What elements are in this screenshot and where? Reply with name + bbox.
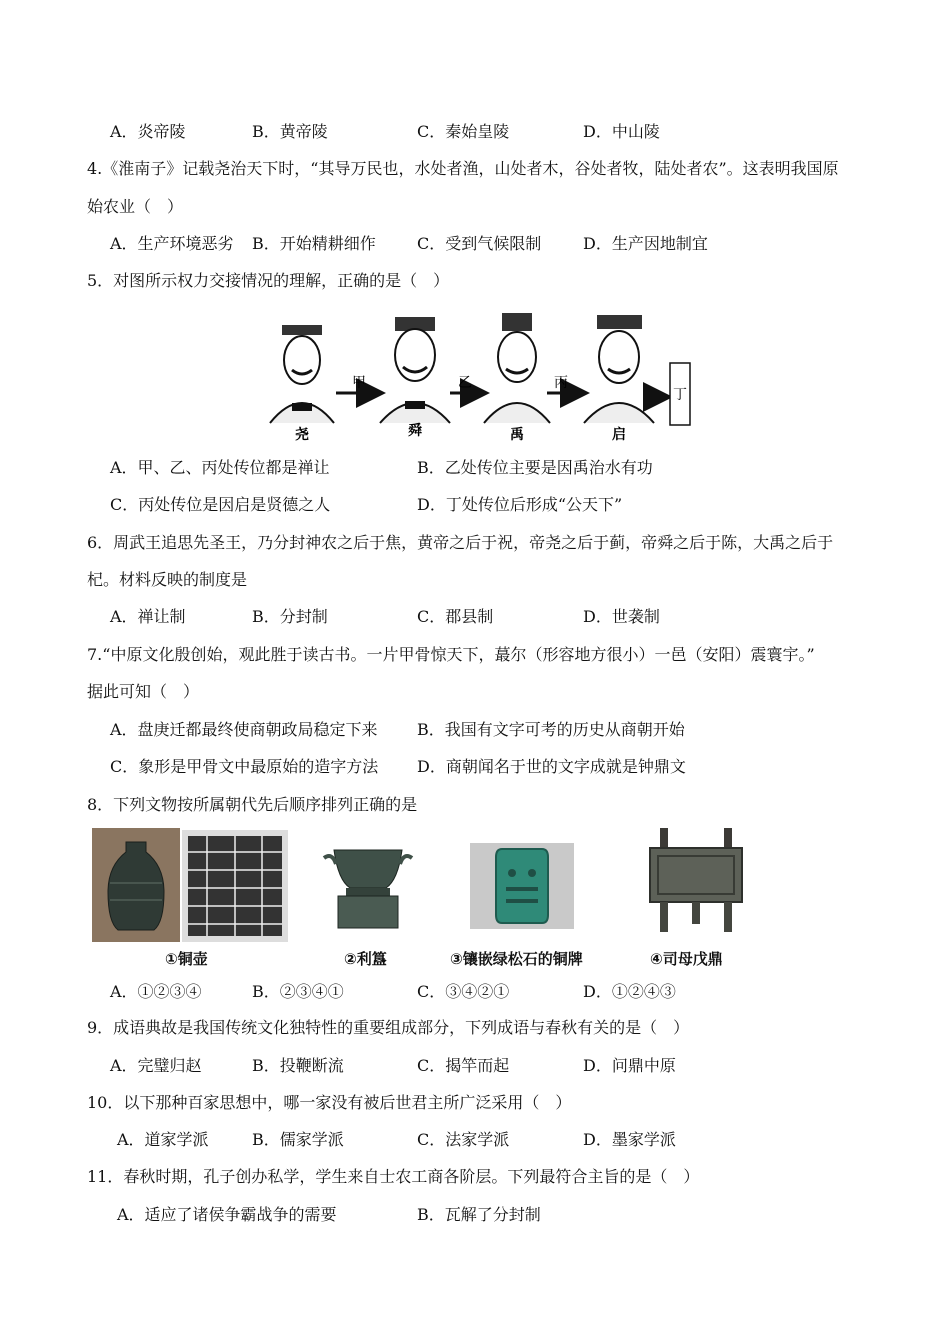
ruler-name-2: 舜 xyxy=(408,423,422,439)
q7-stem-line2: 据此可知（ ） xyxy=(87,682,200,701)
q6-stem-line1: 6．周武王追思先圣王，乃分封神农之后于焦，黄帝之后于祝，帝尧之后于蓟，帝舜之后于陈，大禹之后于 xyxy=(87,533,834,552)
q3-option-c: C．秦始皇陵 xyxy=(417,122,510,141)
arrow-label-3: 丙 xyxy=(554,375,568,391)
q9-option-d: D．问鼎中原 xyxy=(583,1056,676,1075)
turquoise-plaque-photo xyxy=(470,843,574,929)
q8-option-a: A．①②③④ xyxy=(110,982,202,1001)
q6-option-a: A．禅让制 xyxy=(110,607,186,626)
ruler-figure-2 xyxy=(380,317,450,423)
q3-option-a: A．炎帝陵 xyxy=(110,122,186,141)
artifact-caption-3: ③镶嵌绿松石的铜牌 xyxy=(450,950,583,968)
q9-stem: 9．成语典故是我国传统文化独特性的重要组成部分，下列成语与春秋有关的是（ ） xyxy=(87,1018,690,1037)
artifact-caption-2: ②利簋 xyxy=(344,950,387,968)
li-gui-image xyxy=(320,838,416,932)
q3-option-d: D．中山陵 xyxy=(583,122,660,141)
q7-stem-line1: 7.“中原文化殷创始，观此胜于读古书。一片甲骨惊天下，蕞尔（形容地方很小）一邑（安阳）震寰宇。” xyxy=(87,645,815,664)
ruler-name-4: 启 xyxy=(612,427,626,443)
li-gui-photo xyxy=(320,838,416,932)
q6-option-b: B．分封制 xyxy=(252,607,328,626)
arrow-label-2: 乙 xyxy=(458,375,472,391)
q10-option-a: A．道家学派 xyxy=(117,1130,209,1149)
q6-stem-line2: 杞。材料反映的制度是 xyxy=(87,570,248,589)
q8-option-d: D．①②④③ xyxy=(583,982,676,1001)
q4-option-c: C．受到气候限制 xyxy=(417,234,542,253)
rubbing-pattern-image xyxy=(182,830,288,942)
q10-option-c: C．法家学派 xyxy=(417,1130,510,1149)
q7-option-d: D．商朝闻名于世的文字成就是钟鼎文 xyxy=(417,757,686,776)
q4-option-b: B．开始精耕细作 xyxy=(252,234,376,253)
bronze-pot-photo xyxy=(92,828,180,942)
artifact-caption-4: ④司母戊鼎 xyxy=(650,950,723,968)
q7-option-b: B．我国有文字可考的历史从商朝开始 xyxy=(417,720,685,739)
turquoise-plaque-image xyxy=(470,843,574,929)
q5-option-c: C．丙处传位是因启是贤德之人 xyxy=(110,495,331,514)
ruler-figure-3 xyxy=(484,313,550,423)
simuwu-ding-image xyxy=(646,826,746,934)
q11-stem: 11．春秋时期，孔子创办私学，学生来自士农工商各阶层。下列最符合主旨的是（ ） xyxy=(87,1167,700,1186)
q10-stem: 10．以下那种百家思想中，哪一家没有被后世君主所广泛采用（ ） xyxy=(87,1093,572,1112)
bronze-pot-image xyxy=(92,828,180,942)
q10-option-b: B．儒家学派 xyxy=(252,1130,344,1149)
q4-option-a: A．生产环境恶劣 xyxy=(110,234,234,253)
arrow-label-1: 甲 xyxy=(352,375,366,391)
q5-option-a: A．甲、乙、丙处传位都是禅让 xyxy=(110,458,330,477)
q9-option-b: B．投鞭断流 xyxy=(252,1056,344,1075)
ruler-name-1: 尧 xyxy=(295,427,309,443)
q5-stem: 5．对图所示权力交接情况的理解，正确的是（ ） xyxy=(87,271,450,290)
q3-option-b: B．黄帝陵 xyxy=(252,122,328,141)
q8-stem: 8．下列文物按所属朝代先后顺序排列正确的是 xyxy=(87,795,418,814)
ruler-figure-4 xyxy=(584,315,654,423)
q5-option-b: B．乙处传位主要是因禹治水有功 xyxy=(417,458,653,477)
q11-option-a: A．适应了诸侯争霸战争的需要 xyxy=(117,1205,337,1224)
q8-option-b: B．②③④① xyxy=(252,982,344,1001)
succession-illustration xyxy=(262,305,694,445)
q11-option-b: B．瓦解了分封制 xyxy=(417,1205,541,1224)
succession-figure xyxy=(262,305,694,445)
rubbing-pattern xyxy=(182,830,288,942)
simuwu-ding-photo xyxy=(646,826,746,934)
q4-stem-line2: 始农业（ ） xyxy=(87,197,184,216)
q10-option-d: D．墨家学派 xyxy=(583,1130,676,1149)
q8-option-c: C．③④②① xyxy=(417,982,510,1001)
q4-stem-line1: 4.《淮南子》记载尧治天下时，“其导万民也，水处者渔，山处者木，谷处者牧，陆处者农”。这表明我国原 xyxy=(87,159,839,178)
ruler-name-3: 禹 xyxy=(510,427,524,443)
q6-option-c: C．郡县制 xyxy=(417,607,494,626)
q7-option-c: C．象形是甲骨文中最原始的造字方法 xyxy=(110,757,379,776)
q7-option-a: A．盘庚迁都最终使商朝政局稳定下来 xyxy=(110,720,378,739)
artifact-caption-1: ①铜壶 xyxy=(165,950,208,968)
q4-option-d: D．生产因地制宜 xyxy=(583,234,708,253)
q5-option-d: D．丁处传位后形成“公天下” xyxy=(417,495,623,514)
ding-label: 丁 xyxy=(673,387,687,403)
q9-option-c: C．揭竿而起 xyxy=(417,1056,510,1075)
q6-option-d: D．世袭制 xyxy=(583,607,660,626)
ruler-figure-1 xyxy=(270,325,334,423)
q9-option-a: A．完璧归赵 xyxy=(110,1056,202,1075)
